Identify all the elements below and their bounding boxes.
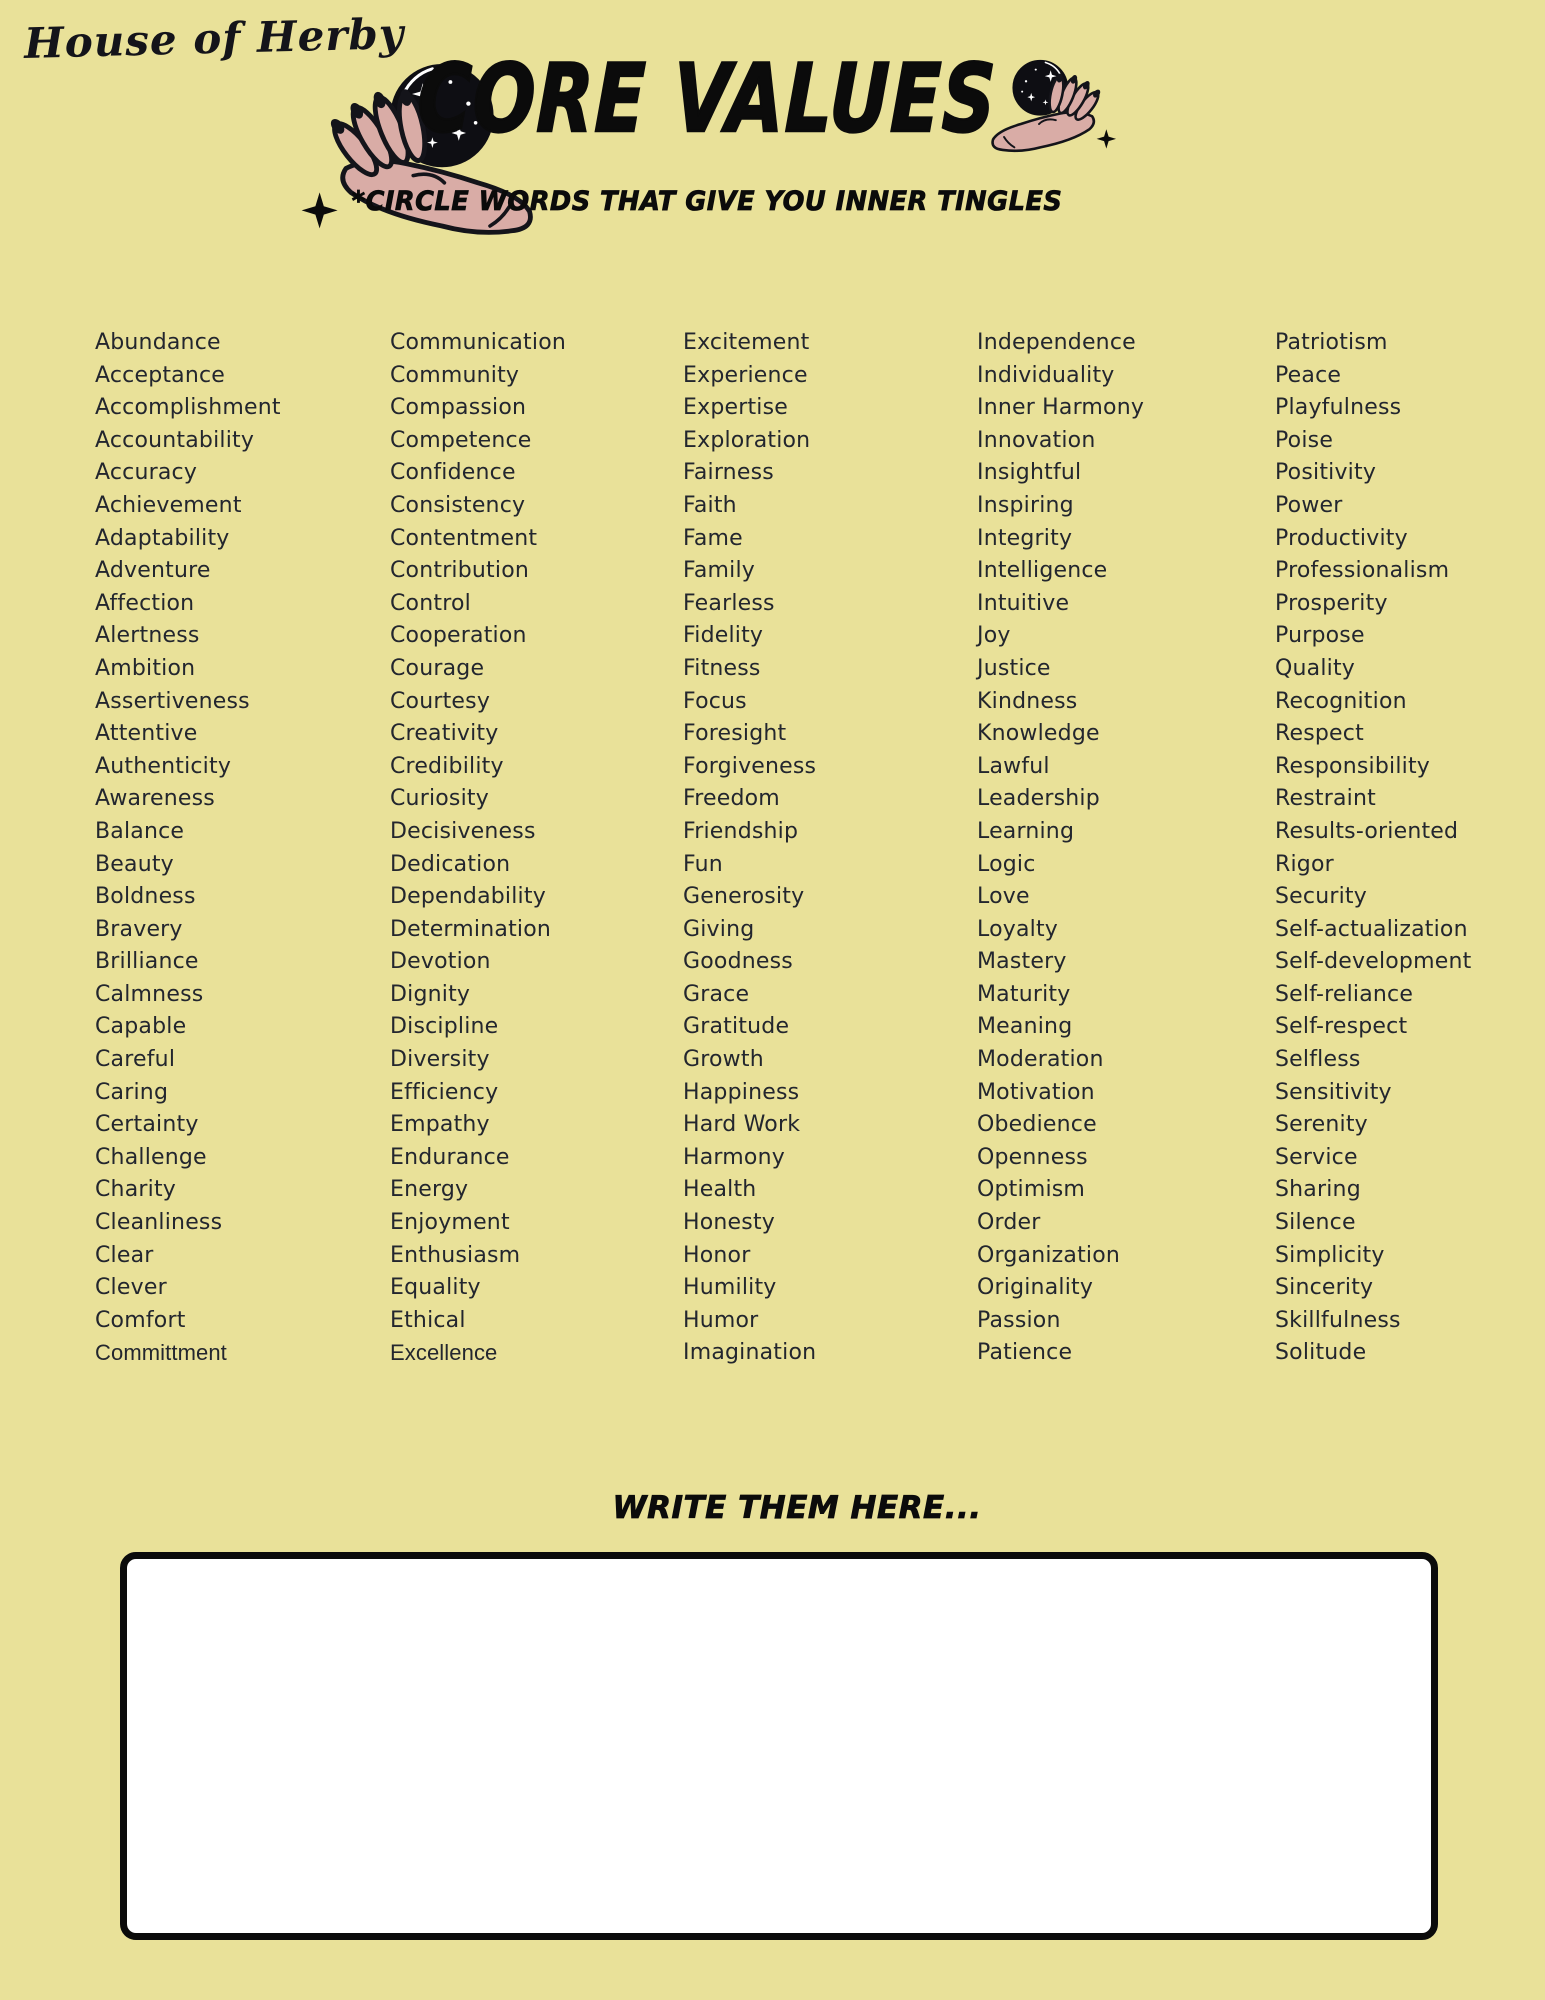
value-word: Fun xyxy=(683,851,723,877)
value-word: Devotion xyxy=(390,949,491,975)
value-word: Contribution xyxy=(390,558,529,584)
value-word: Individuality xyxy=(977,362,1115,388)
value-word: Integrity xyxy=(977,525,1073,551)
value-word: Imagination xyxy=(683,1340,817,1366)
value-word: Comfort xyxy=(95,1307,186,1333)
value-word: Authenticity xyxy=(95,753,232,779)
value-word: Peace xyxy=(1275,362,1342,388)
value-word: Acceptance xyxy=(95,362,226,388)
value-word: Openness xyxy=(977,1144,1088,1170)
value-word: Patriotism xyxy=(1275,330,1388,355)
value-word: Awareness xyxy=(95,786,215,812)
write-here-box[interactable] xyxy=(120,1552,1438,1940)
value-word: Courtesy xyxy=(390,688,491,714)
write-here-label: WRITE THEM HERE... xyxy=(612,1490,982,1526)
values-column xyxy=(1275,327,1471,1370)
value-word: Productivity xyxy=(1275,525,1408,551)
value-word: Motivation xyxy=(977,1079,1095,1105)
value-word: Caring xyxy=(95,1079,169,1105)
value-word: Independence xyxy=(977,330,1136,355)
values-column xyxy=(683,327,816,1370)
value-word: Poise xyxy=(1275,427,1334,453)
value-word: Calmness xyxy=(95,981,204,1007)
value-word: Ambition xyxy=(95,655,196,681)
value-word: Harmony xyxy=(683,1144,785,1170)
value-word: Sensitivity xyxy=(1275,1079,1392,1105)
value-word: Professionalism xyxy=(1275,558,1450,584)
value-word: Abundance xyxy=(95,330,221,355)
value-word: Fitness xyxy=(683,655,761,681)
value-word: Faith xyxy=(683,492,737,518)
value-word: Fearless xyxy=(683,590,775,616)
value-word: Logic xyxy=(977,851,1036,877)
value-word: Accountability xyxy=(95,427,255,453)
value-word: Intuitive xyxy=(977,590,1070,616)
value-word: Focus xyxy=(683,688,747,714)
value-word: Solitude xyxy=(1275,1340,1367,1366)
brand-logo: House of Herby xyxy=(23,9,405,68)
value-word: Enjoyment xyxy=(390,1210,510,1236)
value-word: Accomplishment xyxy=(95,395,281,421)
value-word: Skillfulness xyxy=(1275,1307,1401,1333)
value-word: Serenity xyxy=(1275,1112,1368,1138)
value-word: Happiness xyxy=(683,1079,800,1105)
value-word: Order xyxy=(977,1210,1041,1236)
value-word: Determination xyxy=(390,916,552,942)
value-word: Inspiring xyxy=(977,492,1074,518)
value-word: Cooperation xyxy=(390,623,527,649)
value-word: Expertise xyxy=(683,395,789,421)
page-title: CORE VALUES xyxy=(416,45,999,154)
value-word: Excellence xyxy=(390,1340,498,1366)
value-word: Honesty xyxy=(683,1210,775,1236)
value-word: Ethical xyxy=(390,1307,466,1333)
value-word: Self-development xyxy=(1275,949,1472,975)
value-word: Results-oriented xyxy=(1275,818,1459,844)
value-word: Clear xyxy=(95,1242,154,1268)
value-word: Freedom xyxy=(683,786,780,812)
value-word: Exploration xyxy=(683,427,811,453)
value-word: Quality xyxy=(1275,655,1356,681)
value-word: Humility xyxy=(683,1275,777,1301)
value-word: Patience xyxy=(977,1340,1073,1366)
value-word: Courage xyxy=(390,655,485,681)
value-word: Service xyxy=(1275,1144,1358,1170)
value-word: Certainty xyxy=(95,1112,199,1138)
value-word: Compassion xyxy=(390,395,527,421)
value-word: Self-respect xyxy=(1275,1014,1408,1040)
value-word: Community xyxy=(390,362,520,388)
value-word: Sincerity xyxy=(1275,1275,1374,1301)
value-word: Security xyxy=(1275,884,1367,910)
value-word: Inner Harmony xyxy=(977,395,1145,421)
value-word: Silence xyxy=(1275,1210,1356,1236)
value-word: Growth xyxy=(683,1047,764,1073)
value-word: Organization xyxy=(977,1242,1121,1268)
value-word: Efficiency xyxy=(390,1079,499,1105)
value-word: Committment xyxy=(95,1340,227,1366)
value-word: Discipline xyxy=(390,1014,499,1040)
value-word: Experience xyxy=(683,362,808,388)
value-word: Responsibility xyxy=(1275,753,1430,779)
value-word: Purpose xyxy=(1275,623,1365,649)
value-word: Family xyxy=(683,558,755,584)
values-column xyxy=(977,327,1144,1370)
value-word: Justice xyxy=(977,655,1051,681)
value-word: Fairness xyxy=(683,460,774,486)
value-word: Credibility xyxy=(390,753,504,779)
value-word: Generosity xyxy=(683,884,805,910)
value-word: Contentment xyxy=(390,525,538,551)
value-word: Power xyxy=(1275,492,1343,518)
value-word: Obedience xyxy=(977,1112,1097,1138)
value-word: Gratitude xyxy=(683,1014,790,1040)
value-word: Love xyxy=(977,884,1030,910)
value-word: Insightful xyxy=(977,460,1082,486)
value-word: Adventure xyxy=(95,558,211,584)
value-word: Mastery xyxy=(977,949,1067,975)
value-word: Dependability xyxy=(390,884,546,910)
value-word: Sharing xyxy=(1275,1177,1361,1203)
value-word: Competence xyxy=(390,427,532,453)
value-word: Fidelity xyxy=(683,623,764,649)
value-word: Honor xyxy=(683,1242,751,1268)
value-word: Equality xyxy=(390,1275,481,1301)
value-word: Innovation xyxy=(977,427,1096,453)
value-word: Careful xyxy=(95,1047,176,1073)
value-word: Dedication xyxy=(390,851,511,877)
value-word: Charity xyxy=(95,1177,176,1203)
value-word: Accuracy xyxy=(95,460,198,486)
value-word: Simplicity xyxy=(1275,1242,1385,1268)
page-subtitle: *CIRCLE WORDS THAT GIVE YOU INNER TINGLES xyxy=(351,186,1063,217)
value-word: Achievement xyxy=(95,492,242,518)
value-word: Leadership xyxy=(977,786,1100,812)
value-word: Rigor xyxy=(1275,851,1334,877)
value-word: Goodness xyxy=(683,949,793,975)
value-word: Positivity xyxy=(1275,460,1377,486)
value-word: Bravery xyxy=(95,916,183,942)
value-word: Prosperity xyxy=(1275,590,1388,616)
value-word: Meaning xyxy=(977,1014,1073,1040)
value-word: Beauty xyxy=(95,851,174,877)
value-word: Humor xyxy=(683,1307,759,1333)
value-word: Hard Work xyxy=(683,1112,801,1138)
value-word: Affection xyxy=(95,590,195,616)
value-word: Diversity xyxy=(390,1047,490,1073)
value-word: Challenge xyxy=(95,1144,207,1170)
value-word: Adaptability xyxy=(95,525,230,551)
value-word: Empathy xyxy=(390,1112,490,1138)
value-word: Moderation xyxy=(977,1047,1104,1073)
value-word: Decisiveness xyxy=(390,818,536,844)
value-word: Confidence xyxy=(390,460,516,486)
value-word: Clever xyxy=(95,1275,167,1301)
value-word: Friendship xyxy=(683,818,799,844)
value-word: Brilliance xyxy=(95,949,199,975)
value-word: Knowledge xyxy=(977,721,1100,747)
value-word: Restraint xyxy=(1275,786,1376,812)
value-word: Attentive xyxy=(95,721,198,747)
value-word: Intelligence xyxy=(977,558,1108,584)
value-word: Joy xyxy=(977,623,1011,649)
value-word: Capable xyxy=(95,1014,187,1040)
value-word: Maturity xyxy=(977,981,1071,1007)
value-word: Balance xyxy=(95,818,185,844)
value-word: Health xyxy=(683,1177,757,1203)
value-word: Consistency xyxy=(390,492,526,518)
value-word: Playfulness xyxy=(1275,395,1402,421)
value-word: Enthusiasm xyxy=(390,1242,521,1268)
value-word: Foresight xyxy=(683,721,787,747)
value-word: Selfless xyxy=(1275,1047,1361,1073)
value-word: Loyalty xyxy=(977,916,1058,942)
value-word: Fame xyxy=(683,525,743,551)
value-word: Self-reliance xyxy=(1275,981,1414,1007)
value-word: Optimism xyxy=(977,1177,1086,1203)
value-word: Creativity xyxy=(390,721,499,747)
value-word: Curiosity xyxy=(390,786,489,812)
values-column xyxy=(95,327,281,1370)
value-word: Dignity xyxy=(390,981,471,1007)
values-column xyxy=(390,327,566,1370)
value-word: Communication xyxy=(390,330,567,355)
value-word: Self-actualization xyxy=(1275,916,1468,942)
value-word: Respect xyxy=(1275,721,1364,747)
value-word: Alertness xyxy=(95,623,200,649)
value-word: Forgiveness xyxy=(683,753,817,779)
value-word: Giving xyxy=(683,916,755,942)
value-word: Energy xyxy=(390,1177,469,1203)
value-word: Excitement xyxy=(683,330,810,355)
value-word: Boldness xyxy=(95,884,196,910)
value-word: Assertiveness xyxy=(95,688,250,714)
value-word: Control xyxy=(390,590,471,616)
value-word: Recognition xyxy=(1275,688,1407,714)
value-word: Passion xyxy=(977,1307,1061,1333)
value-word: Endurance xyxy=(390,1144,510,1170)
value-word: Kindness xyxy=(977,688,1078,714)
value-word: Grace xyxy=(683,981,750,1007)
value-word: Cleanliness xyxy=(95,1210,223,1236)
value-word: Lawful xyxy=(977,753,1050,779)
value-word: Originality xyxy=(977,1275,1094,1301)
value-word: Learning xyxy=(977,818,1075,844)
